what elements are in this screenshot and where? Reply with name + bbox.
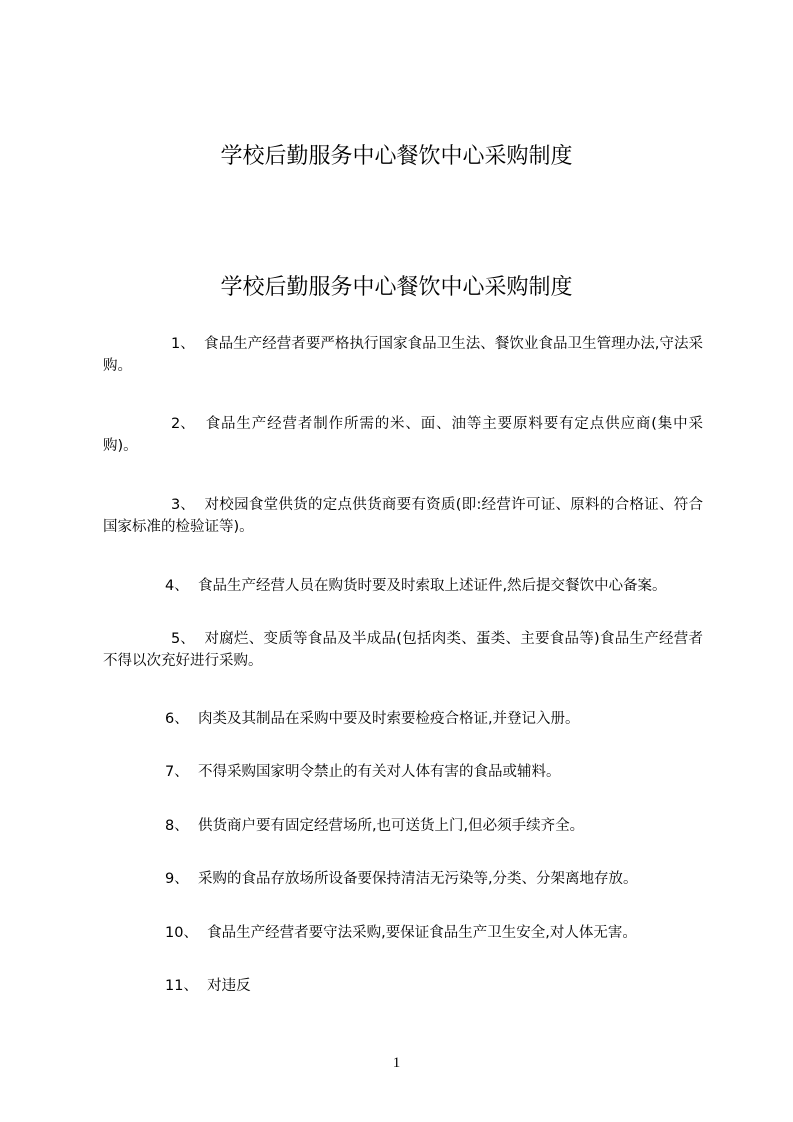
item-number: 4、 — [165, 578, 189, 594]
list-item — [103, 575, 703, 597]
item-number: 1、 — [171, 336, 195, 352]
item-number: 11、 — [165, 978, 198, 994]
item-number: 10、 — [165, 925, 198, 941]
document-heading-main: 学校后勤服务中心餐饮中心采购制度 — [220, 275, 573, 300]
item-text: 采购的食品存放场所设备要保持清洁无污染等,分类、分架离地存放。 — [197, 871, 638, 887]
item-text: 供货商户要有固定经营场所,也可送货上门,但必须手续齐全。 — [197, 818, 585, 834]
list-item — [103, 815, 703, 837]
document-heading-top: 学校后勤服务中心餐饮中心采购制度 — [220, 144, 573, 169]
list-item — [103, 413, 703, 457]
list-item — [103, 868, 703, 890]
list-item — [103, 708, 703, 730]
item-number: 7、 — [165, 764, 189, 780]
item-number: 5、 — [171, 631, 195, 647]
item-number: 8、 — [165, 818, 189, 834]
item-text: 对违反 — [207, 978, 251, 994]
item-number: 9、 — [165, 871, 189, 887]
item-text: 肉类及其制品在采购中要及时索要检疫合格证,并登记入册。 — [197, 711, 580, 727]
list-item — [103, 494, 703, 538]
item-number: 6、 — [165, 711, 189, 727]
item-text: 对校园食堂供货的定点供货商要有资质(即:经营许可证、原料的合格证、符合国家标准的检验证等)。 — [103, 497, 703, 535]
page-number: 1 — [392, 1055, 401, 1071]
list-item — [103, 333, 703, 377]
list-item — [103, 975, 703, 997]
item-text: 食品生产经营者制作所需的米、面、油等主要原料要有定点供应商(集中采购)。 — [103, 416, 704, 454]
item-number: 3、 — [171, 497, 195, 513]
list-item — [103, 922, 703, 944]
item-text: 食品生产经营者要严格执行国家食品卫生法、餐饮业食品卫生管理办法,守法采购。 — [103, 336, 704, 374]
item-text: 不得采购国家明令禁止的有关对人体有害的食品或辅料。 — [197, 764, 561, 780]
item-text: 食品生产经营者要守法采购,要保证食品生产卫生安全,对人体无害。 — [207, 925, 637, 941]
item-number: 2、 — [171, 416, 195, 432]
item-text: 食品生产经营人员在购货时要及时索取上述证件,然后提交餐饮中心备案。 — [197, 578, 667, 594]
list-item — [103, 628, 703, 672]
list-item — [103, 761, 703, 783]
item-text: 对腐烂、变质等食品及半成品(包括肉类、蛋类、主要食品等)食品生产经营者不得以次充好进行采购。 — [103, 631, 704, 669]
